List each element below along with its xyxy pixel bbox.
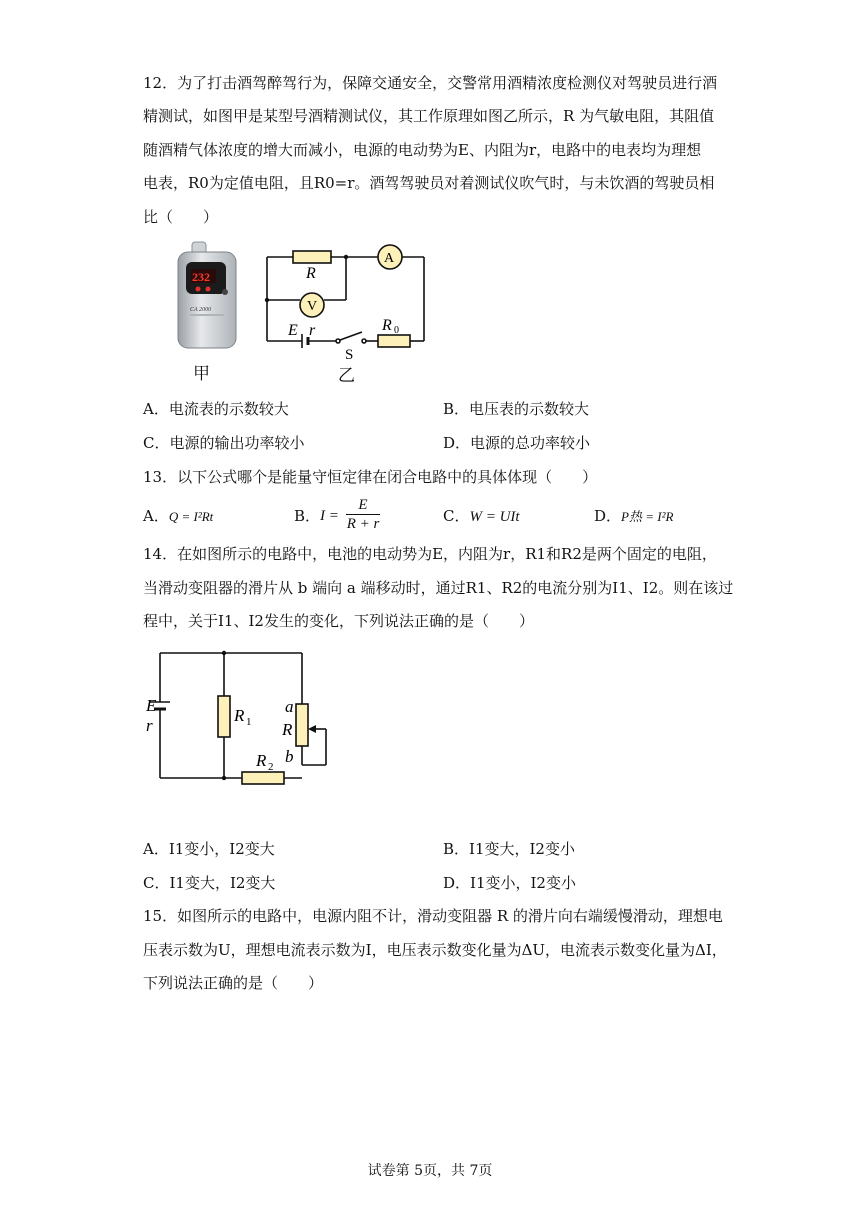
fig-yi-label: 乙 bbox=[338, 366, 355, 386]
q13-option-a[interactable] bbox=[143, 506, 213, 527]
q14-label-R: R bbox=[282, 720, 293, 739]
q14-line-2: 当滑动变阻器的滑片从 b 端向 a 端移动时，通过R1、R2的电流分别为I1、I2。则在该过 bbox=[143, 579, 734, 597]
q14-label-b: b bbox=[285, 747, 294, 766]
breathalyzer-device-figure bbox=[168, 240, 243, 352]
q12-line-3: 随酒精气体浓度的增大而减小，电源的电动势为E、内阻为r，电路中的电表均为理想 bbox=[143, 141, 702, 159]
q13-option-b-denominator: R + r bbox=[346, 516, 380, 532]
q12-option-b[interactable]: B．电压表的示数较大 bbox=[443, 400, 590, 418]
label-S: S bbox=[345, 347, 354, 363]
q14-label-r: r bbox=[146, 716, 153, 735]
q14-line-1: 14．在如图所示的电路中，电池的电动势为E，内阻为r，R1和R2是两个固定的电阻， bbox=[143, 545, 717, 563]
q12-option-a[interactable]: A．电流表的示数较大 bbox=[143, 400, 289, 418]
ammeter-label: A bbox=[384, 251, 395, 266]
q13-option-a-formula: Q = I²Rt bbox=[168, 509, 214, 524]
q15-line-1: 15．如图所示的电路中，电源内阻不计，滑动变阻器 R 的滑片向右端缓慢滑动，理想电 bbox=[143, 907, 723, 925]
q13-option-b-lhs: I = bbox=[320, 508, 339, 524]
q14-option-c[interactable]: C．I1变大，I2变大 bbox=[143, 874, 276, 892]
voltmeter-label: V bbox=[307, 299, 318, 314]
q13-option-d[interactable] bbox=[594, 506, 673, 527]
q13-option-a-label: A． bbox=[143, 507, 169, 525]
q14-line-3: 程中，关于I1、I2发生的变化，下列说法正确的是（ ） bbox=[143, 612, 534, 630]
q14-option-d[interactable]: D．I1变小，I2变小 bbox=[443, 874, 576, 892]
label-R: R bbox=[306, 265, 316, 282]
q15-line-3: 下列说法正确的是（ ） bbox=[143, 974, 324, 992]
page-footer: 试卷第 5页，共 7页 bbox=[367, 1163, 493, 1179]
q14-label-R1: R bbox=[234, 706, 245, 725]
q14-option-b[interactable]: B．I1变大，I2变小 bbox=[443, 840, 575, 858]
q13-option-b-label: B． bbox=[294, 507, 321, 525]
device-brand: CA 2000 bbox=[190, 307, 212, 313]
q13-option-d-label: D． bbox=[594, 507, 622, 525]
q14-label-a: a bbox=[285, 697, 294, 716]
q13-option-b-numerator: E bbox=[358, 497, 368, 513]
q12-line-5: 比（ ） bbox=[143, 208, 219, 226]
q12-option-c[interactable]: C．电源的输出功率较小 bbox=[143, 434, 305, 452]
label-r: r bbox=[309, 322, 316, 339]
fig-jia-label: 甲 bbox=[193, 364, 210, 384]
q14-label-E: E bbox=[146, 696, 157, 715]
label-R0: R bbox=[382, 317, 392, 334]
q13-option-c-label: C． bbox=[443, 507, 470, 525]
label-R0-sub: 0 bbox=[394, 325, 399, 336]
q14-label-R2: R bbox=[256, 751, 267, 770]
q15-line-2: 压表示数为U，理想电流表示数为I，电压表示数变化量为ΔU，电流表示数变化量为ΔI， bbox=[143, 941, 727, 959]
q12-option-d[interactable]: D．电源的总功率较小 bbox=[443, 434, 591, 452]
q12-line-2: 精测试，如图甲是某型号酒精测试仪，其工作原理如图乙所示，R 为气敏电阻，其阻值 bbox=[143, 107, 715, 125]
q13-option-c-formula: W = UIt bbox=[469, 509, 520, 525]
q14-label-R1-sub: 1 bbox=[246, 716, 252, 728]
q12-line-4: 电表，R0为定值电阻，且R0=r。酒驾驾驶员对着测试仪吹气时，与未饮酒的驾驶员相 bbox=[143, 174, 715, 192]
label-E: E bbox=[288, 322, 298, 339]
q12-line-1: 12．为了打击酒驾醉驾行为，保障交通安全，交警常用酒精浓度检测仪对驾驶员进行酒 bbox=[143, 74, 718, 92]
q14-label-R2-sub: 2 bbox=[268, 761, 274, 773]
q13-option-d-formula: P热 = I²R bbox=[621, 509, 674, 524]
device-display: 232 bbox=[192, 270, 210, 284]
q13-option-c[interactable] bbox=[443, 506, 520, 527]
q14-circuit-diagram bbox=[140, 645, 340, 795]
q14-option-a[interactable]: A．I1变小，I2变大 bbox=[143, 840, 275, 858]
q13-stem: 13．以下公式哪个是能量守恒定律在闭合电路中的具体体现（ ） bbox=[143, 468, 598, 486]
